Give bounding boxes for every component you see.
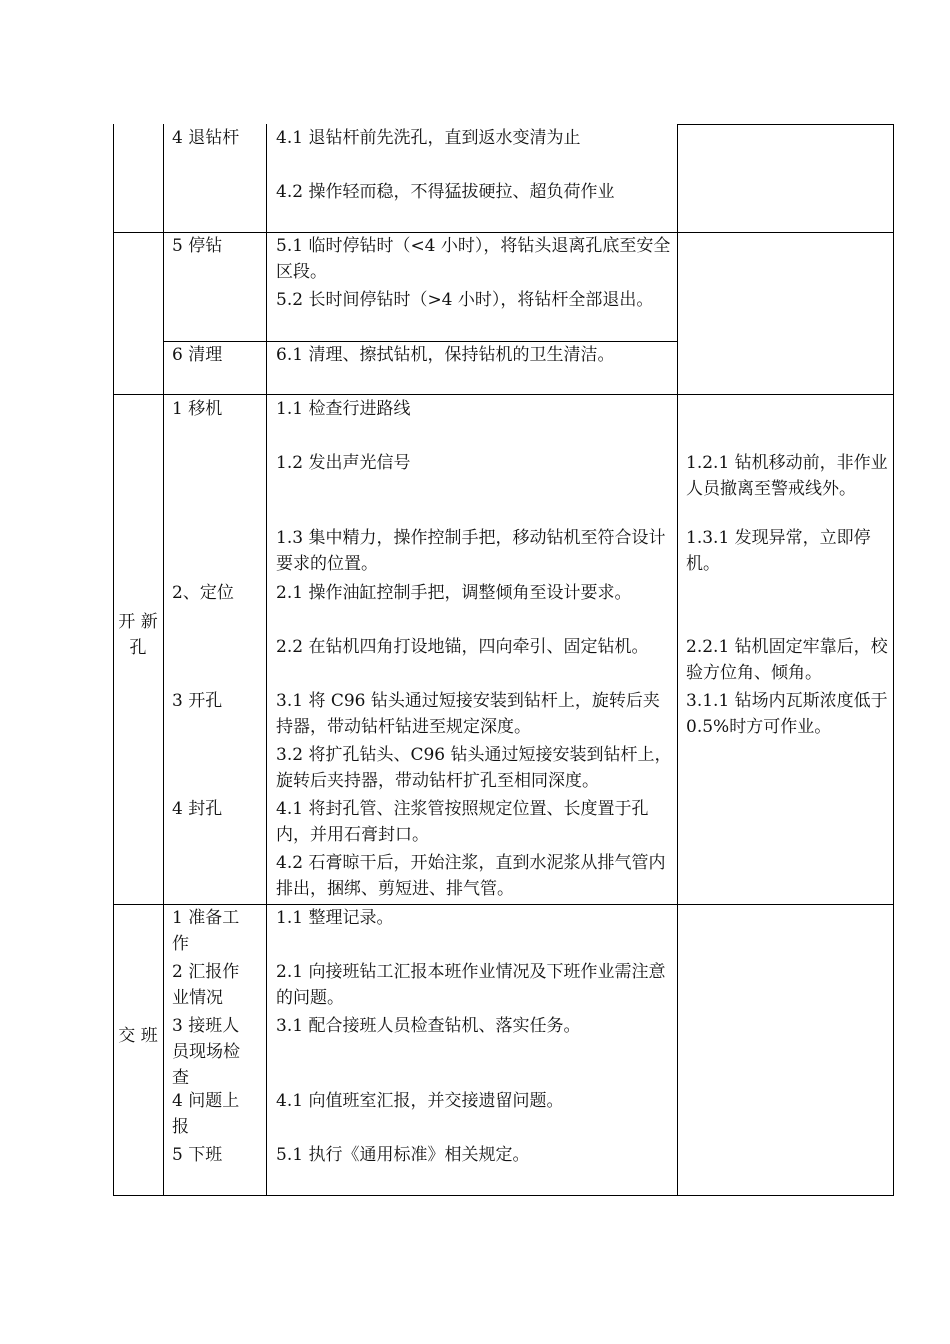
procedure-item: 4.1 将封孔管、注浆管按照规定位置、长度置于孔内，并用石膏封口。 bbox=[276, 799, 649, 845]
rule bbox=[266, 124, 267, 1196]
step-label: 5 下班 bbox=[172, 1145, 223, 1165]
procedure-item: 6.1 清理、擦拭钻机，保持钻机的卫生清洁。 bbox=[276, 345, 615, 365]
step-label: 2、定位 bbox=[172, 583, 234, 603]
procedure-item: 1.1 检查行进路线 bbox=[276, 399, 411, 419]
rule bbox=[113, 394, 894, 395]
procedure-item: 2.1 向接班钻工汇报本班作业情况及下班作业需注意的问题。 bbox=[276, 962, 666, 1008]
procedure-item: 2.1 操作油缸控制手把，调整倾角至设计要求。 bbox=[276, 583, 632, 603]
step-label: 6 清理 bbox=[172, 345, 223, 365]
step-label: 3 开孔 bbox=[172, 691, 223, 711]
rule bbox=[113, 1195, 894, 1196]
step-label: 4 退钻杆 bbox=[172, 128, 240, 148]
step-label: 1 移机 bbox=[172, 399, 223, 419]
procedure-item: 3.1 配合接班人员检查钻机、落实任务。 bbox=[276, 1016, 581, 1036]
rule bbox=[163, 124, 164, 1196]
section-label: 交 班 bbox=[118, 1026, 158, 1046]
procedure-item: 4.1 向值班室汇报，并交接遗留问题。 bbox=[276, 1091, 564, 1111]
rule bbox=[893, 124, 894, 1196]
procedure-item: 1.3 集中精力，操作控制手把，移动钻机至符合设计要求的位置。 bbox=[276, 528, 666, 574]
step-label: 3 接班人员现场检查 bbox=[172, 1016, 240, 1088]
rule bbox=[677, 124, 678, 1196]
safety-note: 1.2.1 钻机移动前，非作业人员撤离至警戒线外。 bbox=[686, 453, 888, 499]
procedure-item: 3.1 将 C96 钻头通过短接安装到钻杆上，旋转后夹持器，带动钻杆钻进至规定深度。 bbox=[276, 691, 660, 737]
step-label: 5 停钻 bbox=[172, 236, 223, 256]
step-label: 4 问题上报 bbox=[172, 1091, 240, 1137]
safety-note: 1.3.1 发现异常，立即停机。 bbox=[686, 528, 871, 574]
procedure-item: 4.2 石膏晾干后，开始注浆，直到水泥浆从排气管内排出，捆绑、剪短进、排气管。 bbox=[276, 853, 666, 899]
procedure-item: 4.2 操作轻而稳，不得猛拔硬拉、超负荷作业 bbox=[276, 182, 615, 202]
procedure-item: 3.2 将扩孔钻头、C96 钻头通过短接安装到钻杆上，旋转后夹持器，带动钻杆扩孔至相同深度。 bbox=[276, 745, 672, 791]
safety-note: 3.1.1 钻场内瓦斯浓度低于 0.5%时方可作业。 bbox=[686, 691, 894, 737]
step-label: 2 汇报作业情况 bbox=[172, 962, 240, 1008]
procedure-item: 2.2 在钻机四角打设地锚，四向牵引、固定钻机。 bbox=[276, 637, 649, 657]
procedure-item: 1.2 发出声光信号 bbox=[276, 453, 411, 473]
step-label: 4 封孔 bbox=[172, 799, 223, 819]
step-label: 1 准备工作 bbox=[172, 908, 240, 954]
section-label: 开 新 孔 bbox=[118, 612, 158, 658]
procedure-item: 5.2 长时间停钻时（>4 小时），将钻杆全部退出。 bbox=[276, 290, 654, 310]
procedure-item: 5.1 执行《通用标准》相关规定。 bbox=[276, 1145, 530, 1165]
rule bbox=[677, 124, 894, 125]
procedure-item: 5.1 临时停钻时（<4 小时），将钻头退离孔底至安全区段。 bbox=[276, 236, 671, 282]
procedure-item: 4.1 退钻杆前先洗孔，直到返水变清为止 bbox=[276, 128, 581, 148]
safety-note: 2.2.1 钻机固定牢靠后，校验方位角、倾角。 bbox=[686, 637, 888, 683]
procedure-item: 1.1 整理记录。 bbox=[276, 908, 394, 928]
